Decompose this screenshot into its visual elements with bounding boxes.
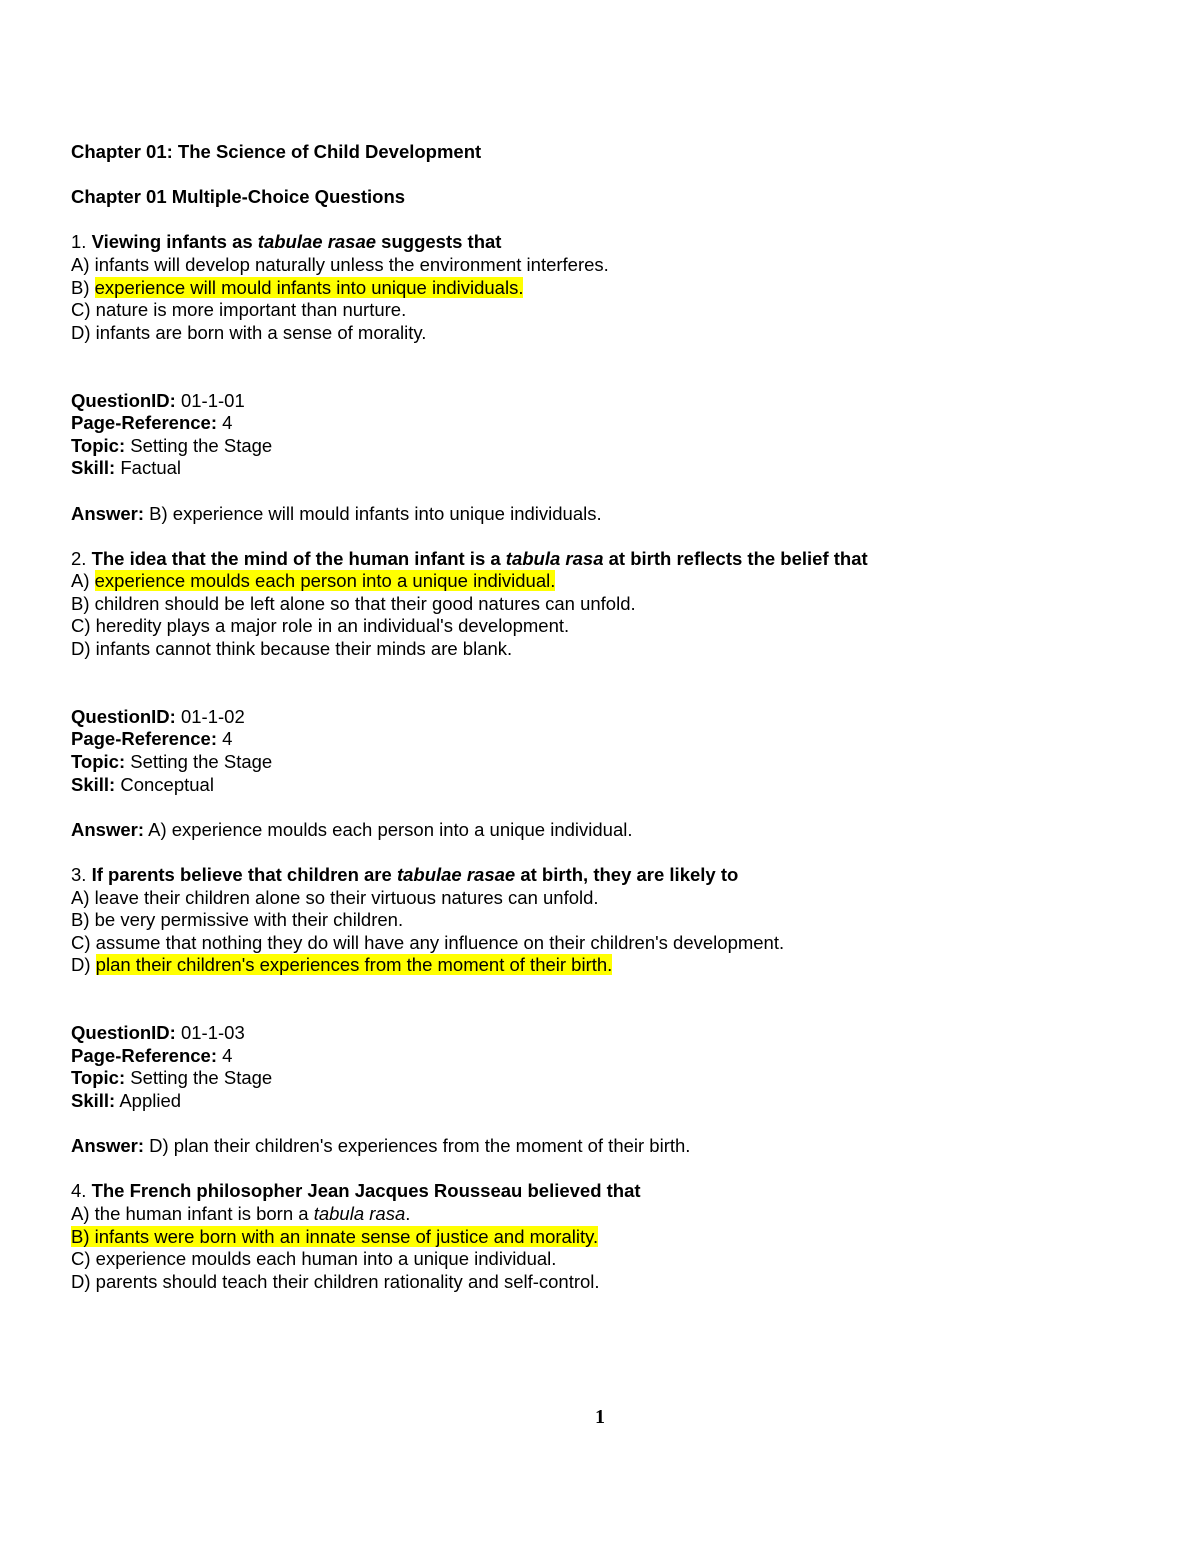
question-number: 3. [71,864,87,885]
question-3 [71,864,1131,1180]
skill: Skill: Conceptual [71,773,214,795]
option-c: C) assume that nothing they do will have any influence on their children's development. [71,931,785,953]
chapter-title: Chapter 01: The Science of Child Development [71,141,482,162]
page-reference: Page-Reference: 4 [71,1044,233,1066]
highlighted-answer: experience will mould infants into unique individuals. [94,276,524,298]
question-stem: 2. The idea that the mind of the human infant is a tabula rasa at birth reflects the belief that [71,547,868,569]
question-1 [71,231,1131,547]
option-a: A) infants will develop naturally unless the environment interferes. [71,253,609,275]
answer: Answer: D) plan their children's experiences from the moment of their birth. [71,1135,691,1157]
option-c: C) experience moulds each human into a unique individual. [71,1248,557,1270]
question-number: 4. [71,1180,87,1202]
page-number: 1 [595,1406,605,1428]
topic: Topic: Setting the Stage [71,434,273,456]
topic: Topic: Setting the Stage [71,1067,273,1089]
question-id: QuestionID: 01-1-01 [71,389,245,411]
question-stem: 1. Viewing infants as tabulae rasae suggests that [71,231,502,253]
question-2 [71,548,1131,864]
option-b: B) be very permissive with their children. [71,909,404,931]
question-number: 1. [71,231,87,253]
option-c: C) nature is more important than nurture. [71,299,407,321]
highlighted-answer: experience moulds each person into a unique individual. [94,570,556,592]
question-4 [71,1180,1131,1293]
section-title: Chapter 01 Multiple-Choice Questions [71,186,406,208]
topic: Topic: Setting the Stage [71,751,273,773]
highlighted-answer: B) infants were born with an innate sense of justice and morality. [71,1225,599,1247]
page-content [71,141,1131,1293]
question-stem: 3. If parents believe that children are tabulae rasae at birth, they are likely to [71,864,739,885]
question-id: QuestionID: 01-1-03 [71,1022,245,1044]
answer: Answer: B) experience will mould infants into unique individuals. [71,502,602,524]
skill: Skill: Factual [71,457,182,479]
option-b [71,1226,1131,1249]
page-reference: Page-Reference: 4 [71,412,233,434]
option-a: A) leave their children alone so their virtuous natures can unfold. [71,886,599,908]
question-id: QuestionID: 01-1-02 [71,705,245,727]
option-d: D) parents should teach their children rationality and self-control. [71,1270,600,1292]
option-b: B) children should be left alone so that their good natures can unfold. [71,592,636,614]
option-c: C) heredity plays a major role in an individual's development. [71,615,570,637]
option-b: B) experience will mould infants into unique individuals. [71,276,524,298]
option-d: D) infants cannot think because their minds are blank. [71,638,513,660]
answer: Answer: A) experience moulds each person into a unique individual. [71,818,633,840]
question-stem: 4. The French philosopher Jean Jacques Rousseau believed that [71,1180,641,1202]
question-number: 2. [71,547,87,569]
highlighted-answer: plan their children's experiences from the moment of their birth. [95,954,613,976]
option-a: A) the human infant is born a tabula rasa. [71,1202,411,1224]
option-a: A) experience moulds each person into a unique individual. [71,570,556,592]
option-d: D) plan their children's experiences from the moment of their birth. [71,954,613,976]
option-d: D) infants are born with a sense of morality. [71,321,427,343]
skill: Skill: Applied [71,1089,182,1111]
page-reference: Page-Reference: 4 [71,728,233,750]
